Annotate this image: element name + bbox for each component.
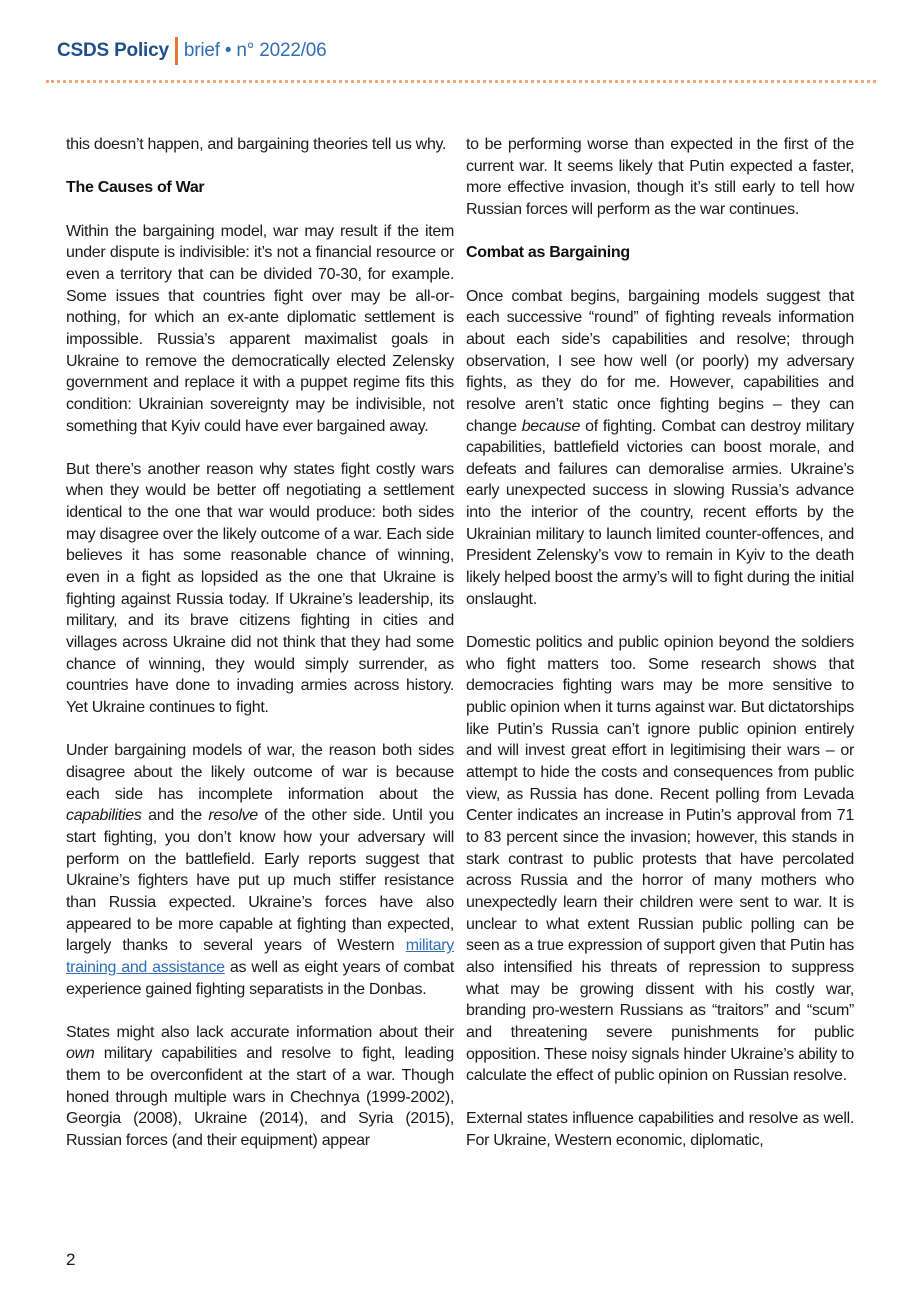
text-run: and the xyxy=(141,807,209,825)
section-heading-combat-as-bargaining: Combat as Bargaining xyxy=(466,244,630,262)
paragraph: Domestic politics and public opinion beyond the soldiers who fight matters too. Some research shows that democracies fighting wars may be more sensitive to public opinion when it turns against war. But dictatorships like Putin’s Russia can’t ignore public opinion entirely and will invest great effort in legitimising their wars – or attempt to hide the costs and consequences from public view, as Russia has done. Recent polling from Levada Center indicates an increase in Putin’s approval from 71 to 83 percent since the invasion; however, this stands in stark contrast to public protests that have percolated across Russia and the horror of many mothers who unexpectedly learn their children were sent to war. It is unclear to what extent Russian public polling can be seen as a true expression of support given that Putin has also intensified his threats of repression to suppress what may be growing dissent with his costly war, branding pro-western Russians as “traitors” and “scum” and threatening severe punishments for public opposition. These noisy signals hinder Ukraine’s ability to calculate the effect of public opinion on Russian resolve. xyxy=(466,634,854,1085)
text-run: of the other side. Until you start fighting, you don’t know how your adversary will perform on the battlefield. Early reports suggest that Ukraine’s fighters have put up much stiffer resistance than Russia expected. Ukraine’s forces have also appeared to be more capable at fighting than expected, largely thanks to several years of Western xyxy=(66,807,454,955)
paragraph: to be performing worse than expected in the first of the current war. It seems likely that Putin expected a faster, more effective invasion, though it’s still early to tell how Russian forces will perform as the war continues. xyxy=(466,136,854,218)
paragraph: Within the bargaining model, war may result if the item under dispute is indivisible: it’s not a financial resource or even a territory that can be divided 70-30, for example. Some issues that countries fight over may be all-or-nothing, for which an ex-ante diplomatic settlement is impossible. Russia’s apparent maximalist goals in Ukraine to remove the democratically elected Zelensky government and replace it with a puppet regime fits this condition: Ukrainian sovereignty may be indivisible, not something that Kyiv could have ever bargained away. xyxy=(66,222,454,435)
brief-number: brief • n° 2022/06 xyxy=(183,40,327,61)
text-run: States might also lack accurate information about their xyxy=(66,1023,454,1041)
text-run: military capabilities and resolve to fight, leading them to be overconfident at the start of a war. Though honed through multiple wars in Chechnya (1999-2002), Georgia (2008), Ukraine (2014), and Syria (2015), Russian forces (and their equipment) appear xyxy=(66,1045,454,1150)
emphasis-resolve: resolve xyxy=(208,807,258,825)
section-heading-causes-of-war: The Causes of War xyxy=(66,179,205,197)
paragraph: But there’s another reason why states fight costly wars when they would be better off negotiating a settlement identical to the one that war would produce: both sides may disagree over the likely outcome of a war. Each side believes it has some reasonable chance of winning, even in a fight as lopsided as the one that Ukraine is fighting against Russia today. If Ukraine’s leadership, its military, and its brave citizens fighting in cities and villages across Ukraine did not think that they had some chance of winning, they would simply surrender, as countries have done to invading armies across history. Yet Ukraine continues to fight. xyxy=(66,460,454,717)
text-run: of fighting. Combat can destroy military capabilities, battlefield victories can boost morale, and defeats and failures can demoralise armies. Ukraine’s early unexpected success in slowing Russia’s advance into the interior of the country, recent efforts by the Ukrainian military to launch limited counter-offences, and President Zelensky’s vow to remain in Kyiv to the death likely helped boost the army’s will to fight during the initial onslaught. xyxy=(466,417,854,608)
header-divider xyxy=(175,37,178,65)
paragraph xyxy=(66,1022,454,1152)
page-number: 2 xyxy=(66,1250,76,1269)
military-training-link[interactable]: military training and assistance xyxy=(66,937,454,976)
emphasis-own: own xyxy=(66,1045,95,1063)
text-run: Once combat begins, bargaining models suggest that each successive “round” of fighting reveals information about each side’s capabilities and resolve; through observation, I see how well (or poorly) my adversary fights, as they do for me. However, capabilities and resolve aren’t static once fighting begins – they can change xyxy=(466,287,854,435)
paragraph xyxy=(66,740,454,1000)
paragraph: External states influence capabilities and resolve as well. For Ukraine, Western economic, diplomatic, xyxy=(466,1110,854,1150)
paragraph xyxy=(466,286,854,611)
paragraph: this doesn’t happen, and bargaining theories tell us why. xyxy=(66,136,447,153)
left-column xyxy=(66,134,454,1173)
dotted-rule xyxy=(46,80,876,83)
text-run: Under bargaining models of war, the reason both sides disagree about the likely outcome of war is because each side has incomplete information about the xyxy=(66,742,454,803)
emphasis-capabilities: capabilities xyxy=(66,807,142,825)
right-column xyxy=(466,134,854,1173)
emphasis-because: because xyxy=(521,417,581,435)
text-run: as well as eight years of combat experience gained fighting separatists in the Donbas. xyxy=(66,958,454,998)
page-header xyxy=(57,36,327,66)
brand-name: CSDS Policy xyxy=(57,40,169,61)
